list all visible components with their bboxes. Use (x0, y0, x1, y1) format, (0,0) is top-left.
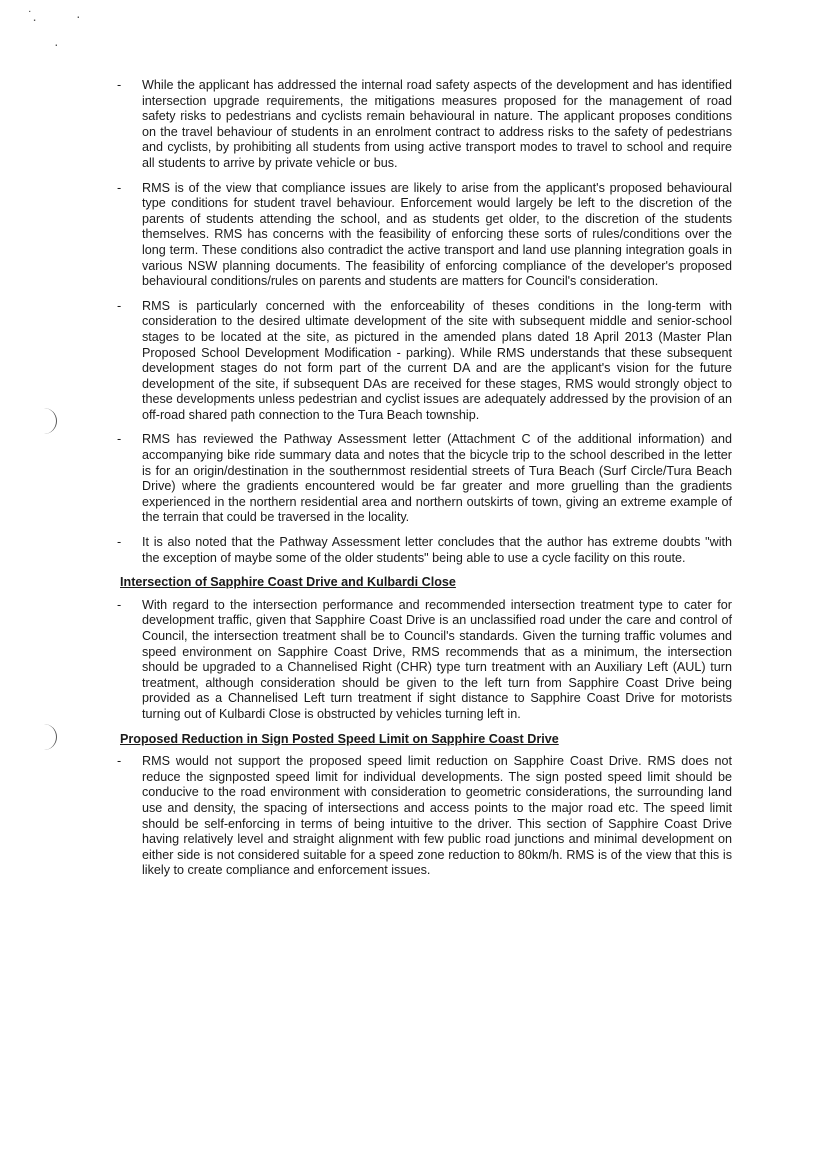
scan-speck: · (54, 36, 59, 52)
section-general (116, 78, 732, 566)
document-body (116, 78, 732, 888)
punch-hole-mark (42, 724, 57, 750)
bullet-item (116, 181, 732, 290)
scan-speck: ˙. (28, 8, 37, 24)
bullet-dash: - (117, 432, 122, 447)
bullet-item (116, 78, 732, 172)
section-speed-limit (116, 732, 732, 879)
bullet-text: It is also noted that the Pathway Assessment letter concludes that the author has extreme doubts "with the exception of maybe some of the older students" being able to use a cycle facility on this route. (142, 535, 732, 565)
bullet-dash: - (117, 78, 122, 92)
bullet-dash: - (117, 298, 122, 313)
scan-speck: · (76, 8, 81, 24)
punch-hole-mark (42, 408, 57, 434)
bullet-text: While the applicant has addressed the internal road safety aspects of the development and has identified intersection upgrade requirements, the mitigations measures proposed for the management of road safety risks to pedestrians and cyclists remain behavioural in nature. The applicant proposes conditions on the travel behaviour of students in an enrolment contract to address risks to the safety of pedestrians and cyclists, by prohibiting all students from using active transport modes to travel to school and require all students to arrive by private vehicle or bus. (142, 78, 732, 170)
bullet-dash: - (117, 535, 122, 550)
section-intersection (116, 575, 732, 722)
bullet-item (116, 754, 732, 879)
section-heading: Intersection of Sapphire Coast Drive and Kulbardi Close (120, 575, 456, 590)
bullet-item (116, 598, 732, 723)
bullet-dash: - (117, 180, 122, 195)
bullet-item (116, 299, 732, 424)
bullet-text: RMS has reviewed the Pathway Assessment letter (Attachment C of the additional information) and accompanying bike ride summary data and notes that the bicycle trip to the school described in the letter is for an origin/destination in the southernmost residential streets of Tura Beach (Surf Circle/Tura Beach Drive) where the gradients encountered would be far greater and more gruelling than the gradients experienced in the northern residential area and northern outskirts of town, giving an extreme example of the terrain that could be traversed in the locality. (142, 432, 732, 525)
bullet-dash: - (117, 754, 122, 769)
bullet-item (116, 535, 732, 566)
bullet-dash: - (117, 597, 122, 612)
section-heading: Proposed Reduction in Sign Posted Speed Limit on Sapphire Coast Drive (120, 731, 559, 746)
bullet-text: RMS would not support the proposed speed limit reduction on Sapphire Coast Drive. RMS does not reduce the signposted speed limit for individual developments. The sign posted speed limit should be conducive to the road environment with consideration to geometric considerations, the surrounding land use and density, the spacing of intersections and access points to the major road etc. The speed limit should be self-enforcing in terms of being intuitive to the driver. This section of Sapphire Coast Drive having relatively level and straight alignment with few public road junctions and minimal development on either side is not considered suitable for a speed zone reduction to 80km/h. RMS is of the view that this is likely to create compliance and enforcement issues. (142, 754, 732, 878)
bullet-text: RMS is particularly concerned with the enforceability of theses conditions in the long-term with consideration to the desired ultimate development of the site with subsequent middle and senior-school stages to be located at the site, as pictured in the amended plans dated 18 April 2013 (Master Plan Proposed School Development Modification - parking). While RMS understands that these subsequent development stages do not form part of the current DA and are the applicant's vision for the future development of the site, if subsequent DAs are received for these stages, RMS would strongly object to these developments unless pedestrian and cyclist issues are adequately addressed by the provision of an off-road shared path connection to the Tura Beach township. (142, 298, 732, 422)
bullet-text: With regard to the intersection performance and recommended intersection treatment type to cater for development traffic, given that Sapphire Coast Drive is an unclassified road under the care and control of Council, the intersection treatment shall be to Council's standards. Given the turning traffic volumes and speed environment on Sapphire Coast Drive, RMS recommends that as a minimum, the intersection should be upgraded to a Channelised Right (CHR) type turn treatment with an Auxiliary Left (AUL) turn treatment, although consideration should be given to the left turn from Sapphire Coast Drive being provided as a Channelised Left turn treatment if sight distance to Sapphire Coast Drive for motorists turning out of Kulbardi Close is obstructed by vehicles turning left in. (142, 597, 732, 721)
bullet-text: RMS is of the view that compliance issues are likely to arise from the applicant's proposed behavioural type conditions for student travel behaviour. Enforcement would largely be left to the discretion of the parents of students attending the school, and as students get older, to the discretion of the students themselves. RMS has concerns with the feasibility of enforcing these sorts of rules/conditions over the long term. These conditions also contradict the active transport and land use planning integration goals in various NSW planning documents. The feasibility of enforcing compliance of the developer's proposed behavioural conditions/rules on parents and students are matters for Council's consideration. (142, 180, 732, 289)
bullet-item (116, 432, 732, 526)
